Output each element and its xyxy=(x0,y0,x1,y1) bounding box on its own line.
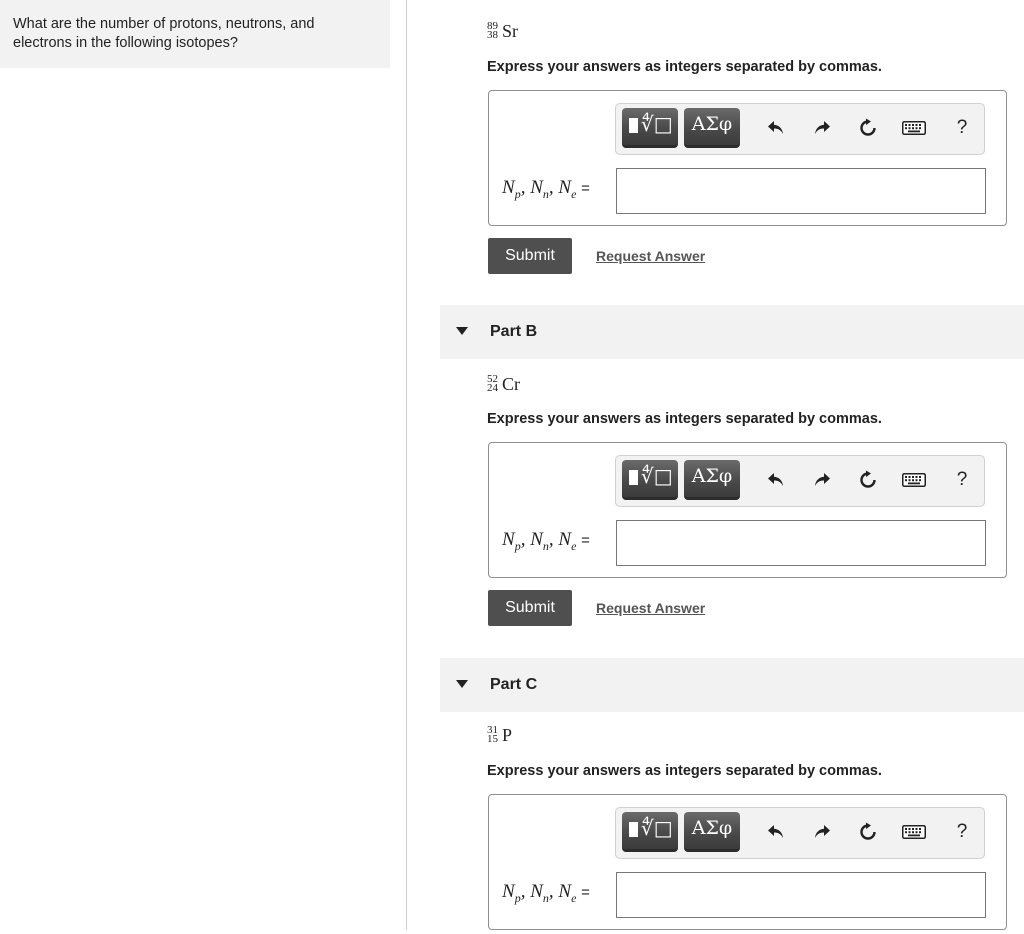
undo-icon[interactable] xyxy=(764,820,788,844)
redo-icon[interactable] xyxy=(810,820,834,844)
greek-symbols-button[interactable] xyxy=(684,108,740,148)
greek-symbols-button[interactable] xyxy=(684,812,740,852)
template-button[interactable]: ∜□ xyxy=(622,460,678,500)
caret-down-icon xyxy=(456,327,468,335)
instruction-text: Express your answers as integers separated by commas. xyxy=(487,763,882,779)
template-button[interactable]: ∜□ xyxy=(622,812,678,852)
redo-icon[interactable] xyxy=(810,468,834,492)
variable-label: $N_p$, $N_n$, $N_e$ = xyxy=(502,881,590,905)
keyboard-icon[interactable] xyxy=(902,468,926,492)
isotope-p xyxy=(487,725,547,747)
math-template-icon xyxy=(629,822,638,837)
request-answer-link-part-a[interactable]: Request Answer xyxy=(596,248,706,264)
atomic-number: 24 xyxy=(487,382,498,394)
answer-box-part-c xyxy=(488,794,1007,930)
greek-symbols-button[interactable] xyxy=(684,460,740,500)
answer-input-part-c[interactable] xyxy=(616,872,986,918)
question-text: What are the number of protons, neutrons, and electrons in the following isotopes? xyxy=(13,16,315,51)
undo-icon[interactable] xyxy=(764,116,788,140)
instruction-text: Express your answers as integers separated by commas. xyxy=(487,411,882,427)
math-toolbar xyxy=(615,807,985,859)
submit-button-part-b[interactable]: Submit xyxy=(488,590,572,626)
column-divider xyxy=(406,0,407,930)
undo-icon[interactable] xyxy=(764,468,788,492)
help-button[interactable]: ? xyxy=(956,821,968,842)
redo-icon[interactable] xyxy=(810,116,834,140)
element-symbol: Cr xyxy=(502,374,520,394)
greek-label: ΑΣφ xyxy=(691,817,733,839)
reset-icon[interactable] xyxy=(856,116,880,140)
question-panel xyxy=(0,0,390,68)
isotope-cr xyxy=(487,374,547,396)
atomic-number: 15 xyxy=(487,733,498,745)
answer-box-part-b xyxy=(488,442,1007,578)
greek-label: ΑΣφ xyxy=(691,113,733,135)
help-button[interactable]: ? xyxy=(956,117,968,138)
mass-number: 52 xyxy=(487,373,498,385)
keyboard-icon[interactable] xyxy=(902,820,926,844)
element-symbol: P xyxy=(502,725,513,745)
reset-icon[interactable] xyxy=(856,820,880,844)
part-c-header[interactable] xyxy=(440,658,1024,712)
request-answer-link-part-b[interactable]: Request Answer xyxy=(596,600,706,616)
mass-number: 89 xyxy=(487,20,498,32)
help-button[interactable]: ? xyxy=(956,469,968,490)
mass-number: 31 xyxy=(487,724,498,736)
math-toolbar xyxy=(615,103,985,155)
element-symbol: Sr xyxy=(502,21,519,41)
atomic-number: 38 xyxy=(487,29,498,41)
math-toolbar xyxy=(615,455,985,507)
isotope-sr xyxy=(487,21,547,43)
submit-button-part-a[interactable]: Submit xyxy=(488,238,572,274)
reset-icon[interactable] xyxy=(856,468,880,492)
part-title: Part C xyxy=(490,676,538,693)
answer-input-part-b[interactable] xyxy=(616,520,986,566)
instruction-text: Express your answers as integers separated by commas. xyxy=(487,59,882,75)
variable-label: $N_p$, $N_n$, $N_e$ = xyxy=(502,177,590,201)
math-template-icon xyxy=(629,118,638,133)
greek-label: ΑΣφ xyxy=(691,465,733,487)
caret-down-icon xyxy=(456,680,468,688)
answer-box-part-a xyxy=(488,90,1007,226)
part-title: Part B xyxy=(490,323,538,340)
answer-input-part-a[interactable] xyxy=(616,168,986,214)
math-template-icon xyxy=(629,470,638,485)
keyboard-icon[interactable] xyxy=(902,116,926,140)
variable-label: $N_p$, $N_n$, $N_e$ = xyxy=(502,529,590,553)
template-button[interactable]: ∜□ xyxy=(622,108,678,148)
part-b-header[interactable] xyxy=(440,305,1024,359)
